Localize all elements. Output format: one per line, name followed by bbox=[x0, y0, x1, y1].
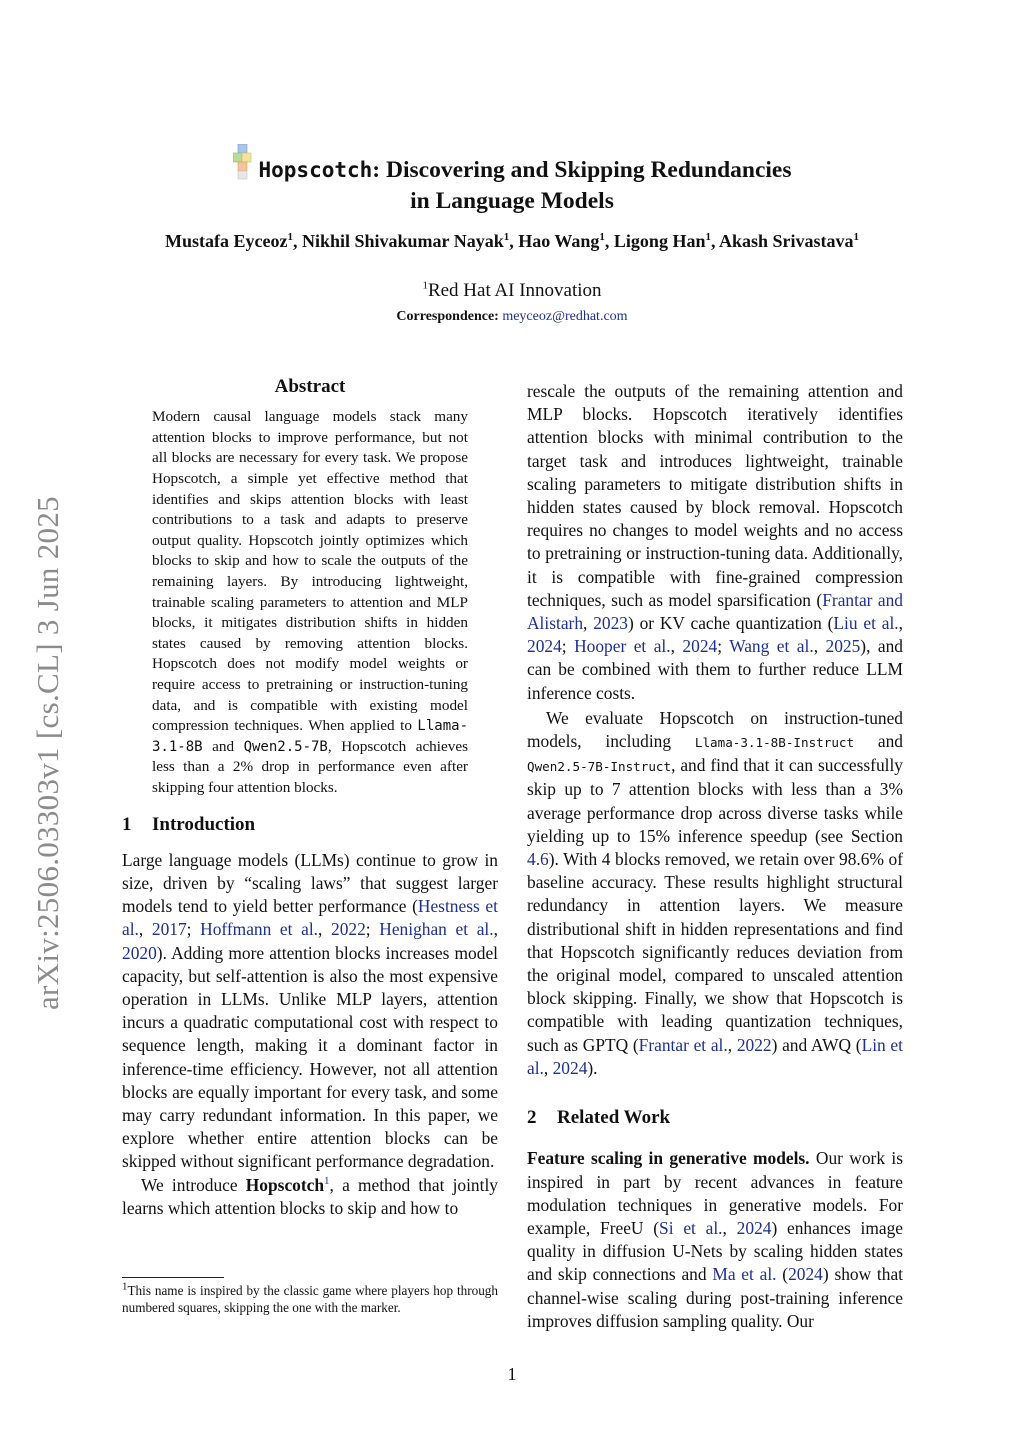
author-name: Hao Wang bbox=[518, 231, 600, 251]
intro-paragraph-3 bbox=[527, 707, 903, 1080]
abstract-text-part: Modern causal language models stack many attention blocks to improve performance, but not all blocks are necessary for every task. We propose Hopscotch, a simple yet effective method that identifies and skips attention blocks with least contributions to a task and adapts to preserve output quality. Hopscotch jointly optimizes which blocks to skip and how to scale the outputs of the remaining layers. By introducing lightweight, trainable scaling parameters to attention and MLP blocks, it mitigates distribution shifts in hidden states caused by removing attention blocks. Hopscotch does not modify model weights or require access to pretraining or instruction-tuning data, and is compatible with existing model compression techniques. When applied to bbox=[152, 408, 468, 735]
model-name-code: Llama-3.1-8B bbox=[152, 718, 468, 755]
footnote-rule bbox=[122, 1277, 224, 1278]
body-text: and bbox=[854, 731, 903, 752]
body-text: show that channel-wise scaling during post-training inference improves diffusion sampling quality. Our bbox=[527, 1264, 904, 1331]
citation-link[interactable]: Liu et al. bbox=[833, 613, 899, 634]
correspondence bbox=[120, 309, 904, 325]
citation-year-link[interactable]: 2024 bbox=[682, 636, 718, 657]
author-affiliation-mark: 1 bbox=[503, 231, 510, 243]
citation-separator: , bbox=[138, 919, 152, 940]
title-line1: : Discovering and Skipping Redundancies bbox=[372, 157, 792, 183]
method-name-bold: Hopscotch bbox=[245, 1174, 325, 1195]
citation-separator: , bbox=[583, 613, 594, 634]
citation-author: Hestness et al. bbox=[122, 896, 498, 940]
citation-separator: , bbox=[722, 1217, 737, 1238]
body-text: ) and AWQ ( bbox=[771, 1034, 862, 1055]
footnote-mark: 1 bbox=[122, 1280, 128, 1293]
citation-year-link[interactable]: 2023 bbox=[593, 613, 628, 634]
citation-year-link[interactable]: 2024 bbox=[788, 1264, 823, 1285]
citation-year-link[interactable]: 2024 bbox=[527, 636, 562, 657]
affiliation-name: Red Hat AI Innovation bbox=[427, 280, 602, 301]
citation-separator: ; bbox=[561, 636, 575, 657]
author-affiliation-mark: 1 bbox=[287, 231, 293, 243]
citation-year-link[interactable]: 2025 bbox=[825, 636, 861, 657]
abstract-heading: Abstract bbox=[274, 376, 346, 397]
right-column bbox=[527, 380, 903, 1333]
title-line2: in Language Models bbox=[410, 188, 614, 214]
citation-link[interactable]: Henighan et al. bbox=[379, 919, 494, 940]
model-name-code: Llama-3.1-8B-Instruct bbox=[694, 735, 855, 751]
abstract-text-part: , Hopscotch achieves less than a 2% drop in performance even after skipping four attention blocks. bbox=[152, 737, 468, 796]
body-text: rescale the outputs of the remaining attention and MLP blocks. Hopscotch iteratively identifies attention blocks with minimal contribution to the target task and introduces lightweight, trainable scaling parameters to mitigate distribution shifts in hidden states caused by block removal. Hopscotch requires no changes to model weights and no access to pretraining or instruction-tuning data. Additionally, it is compatible with fine-grained compression techniques, such as model sparsification ( bbox=[527, 381, 903, 610]
section-number: 1 bbox=[122, 814, 132, 836]
section-heading-introduction bbox=[122, 813, 498, 836]
affiliation bbox=[120, 280, 904, 302]
citation-year-link[interactable]: 2020 bbox=[122, 942, 157, 963]
intro-paragraph-2-start bbox=[122, 1174, 498, 1220]
body-text: , a method that jointly learns which attention blocks to skip and how to bbox=[122, 1174, 498, 1218]
correspondence-email-link[interactable]: meyceoz@redhat.com bbox=[502, 309, 628, 324]
citation-year-link[interactable]: 2024 bbox=[552, 1057, 588, 1078]
citation-separator: , bbox=[543, 1057, 553, 1078]
left-column bbox=[122, 375, 498, 1220]
footnote bbox=[122, 1282, 498, 1316]
arxiv-identifier: arXiv:2506.03303v1 [cs.CL] 3 Jun 2025 bbox=[30, 496, 65, 1010]
author-affiliation-mark: 1 bbox=[853, 231, 859, 243]
body-text: ) or KV cache quantization ( bbox=[627, 613, 834, 634]
abstract-text-part: and bbox=[202, 737, 244, 755]
model-name-code: Qwen2.5-7B bbox=[243, 738, 328, 755]
citation-separator: , bbox=[493, 919, 498, 940]
citation-separator: , bbox=[727, 1034, 737, 1055]
citation-separator: , bbox=[318, 919, 332, 940]
page-number: 1 bbox=[507, 1364, 517, 1384]
author-name: Akash Srivastava bbox=[718, 231, 854, 251]
citation-separator: , bbox=[898, 613, 903, 634]
section-title: Introduction bbox=[152, 814, 256, 836]
title-method-name: Hopscotch bbox=[258, 158, 373, 182]
paragraph-runin-heading: Feature scaling in generative models. bbox=[527, 1148, 810, 1169]
paper-title bbox=[120, 144, 904, 215]
footnote-ref-link[interactable]: 1 bbox=[324, 1174, 330, 1187]
citation-link[interactable]: Lin et al. bbox=[527, 1034, 903, 1078]
body-text: , and find that it can successfully skip up to 7 attention blocks with less than a 3% average performance drop across diverse tasks while yielding up to 15% inference speedup (see Section bbox=[527, 755, 903, 846]
body-text: ), and can be combined with them to further reduce LLM inference costs. bbox=[527, 636, 903, 703]
body-text: ). bbox=[587, 1057, 598, 1078]
citation-separator: , bbox=[813, 636, 826, 657]
citation-link[interactable]: Wang et al. bbox=[729, 636, 814, 657]
section-heading-related-work bbox=[527, 1106, 903, 1129]
author-list: Mustafa Eyceoz$^1$, Nikhil Shivakumar Nayak$^1$, Hao Wang$^1$, Ligong Han$^1$, Akash Srivastava$^1$ bbox=[165, 231, 859, 251]
correspondence-label: Correspondence: bbox=[396, 309, 499, 324]
body-text: We introduce bbox=[141, 1174, 246, 1195]
citation-separator: ) bbox=[822, 1264, 829, 1285]
citation-link[interactable]: Hoffmann et al. bbox=[200, 919, 319, 940]
intro-paragraph-2-cont bbox=[527, 380, 903, 705]
section-title: Related Work bbox=[557, 1107, 671, 1129]
author-affiliation-mark: 1 bbox=[705, 231, 711, 243]
body-text: ). Adding more attention blocks increases model capacity, but self-attention is also the most expensive operation in LLMs. Unlike MLP layers, attention incurs a quadratic computational cost with respect to sequence length, making it a dominant factor in inference-time efficiency. However, not all attention blocks are equally important for every task, and some may carry redundant information. In this paper, we explore whether entire attention blocks can be skipped without significant performance degradation. bbox=[122, 942, 498, 1172]
intro-paragraph-1 bbox=[122, 849, 498, 1174]
footnote-text: This name is inspired by the classic game where players hop through numbered squares, skipping the one with the marker. bbox=[122, 1283, 498, 1315]
citation-link[interactable]: Ma et al. bbox=[712, 1264, 777, 1285]
body-text: Large language models (LLMs) continue to grow in size, driven by “scaling laws” that suggest larger models tend to yield better performance ( bbox=[122, 849, 498, 917]
citation-year-link[interactable]: 2022 bbox=[331, 919, 366, 940]
body-text: ). With 4 blocks removed, we retain over 98.6% of baseline accuracy. These results highlight structural redundancy in attention layers. We measure distributional shift in hidden representations and find that Hopscotch significantly reduces deviation from the original model, compared to unscaled attention block skipping. Finally, we show that Hopscotch is compatible with leading quantization techniques, such as GPTQ ( bbox=[527, 849, 903, 1055]
citation-separator: ; bbox=[186, 919, 201, 940]
citation-link[interactable]: Si et al. bbox=[659, 1217, 723, 1238]
author-name: Mustafa Eyceoz bbox=[165, 231, 288, 251]
body-text: ) enhances image quality in diffusion U-Nets by scaling hidden states and skip connections and bbox=[527, 1217, 903, 1285]
citation-link[interactable]: Frantar and Alistarh bbox=[527, 589, 904, 634]
citation-separator: ; bbox=[365, 919, 380, 940]
abstract-text bbox=[152, 407, 468, 798]
hopscotch-squares-icon bbox=[233, 144, 253, 187]
citation-separator: , bbox=[670, 636, 683, 657]
citation-separator: ( bbox=[776, 1264, 789, 1285]
model-name-code: Qwen2.5-7B-Instruct bbox=[527, 759, 672, 775]
citation-separator: ; bbox=[717, 636, 730, 657]
author-name: Nikhil Shivakumar Nayak bbox=[301, 231, 504, 251]
related-paragraph-1 bbox=[527, 1147, 903, 1333]
author-affiliation-mark: 1 bbox=[599, 231, 605, 243]
citation-link[interactable]: Hooper et al. bbox=[574, 636, 671, 657]
citation-year-link[interactable]: 2017 bbox=[151, 919, 187, 940]
author-name: Ligong Han bbox=[613, 231, 706, 251]
citation-year-link[interactable]: 2024 bbox=[736, 1217, 772, 1238]
affiliation-mark: 1 bbox=[422, 279, 428, 292]
citation-link[interactable]: Frantar et al. bbox=[638, 1034, 728, 1055]
section-ref-link[interactable]: 4.6 bbox=[527, 849, 549, 870]
body-text: Our work is inspired in part by recent advances in feature modulation techniques in generative models. For example, FreeU ( bbox=[527, 1148, 903, 1238]
body-text: We evaluate Hopscotch on instruction-tuned models, including bbox=[527, 707, 903, 752]
citation-year-link[interactable]: 2022 bbox=[736, 1034, 772, 1055]
section-number: 2 bbox=[527, 1107, 537, 1129]
